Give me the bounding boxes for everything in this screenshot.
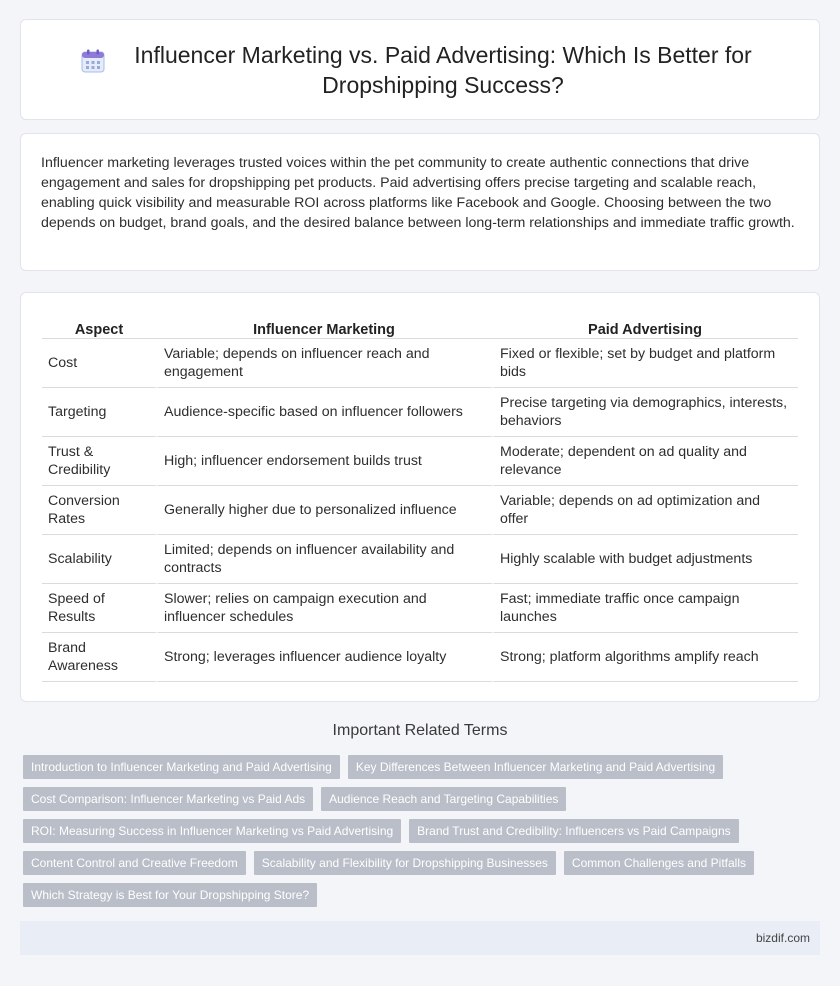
table-row: [42, 633, 798, 682]
table-cell: Cost: [42, 339, 156, 388]
table-cell: Highly scalable with budget adjustments: [492, 535, 798, 584]
comparison-table: [42, 309, 798, 682]
table-cell: Generally higher due to personalized influence: [156, 486, 492, 535]
table-cell: Precise targeting via demographics, interests, behaviors: [492, 388, 798, 437]
table-row: [42, 437, 798, 486]
related-term-link[interactable]: Brand Trust and Credibility: Influencers vs Paid Campaigns: [409, 819, 738, 843]
intro-card: [20, 133, 820, 271]
footer: [20, 921, 820, 955]
table-cell: Audience-specific based on influencer followers: [156, 388, 492, 437]
related-term-link[interactable]: Scalability and Flexibility for Dropshipping Businesses: [254, 851, 556, 875]
footer-site-name[interactable]: bizdif.com: [755, 931, 810, 945]
table-cell: Trust & Credibility: [42, 437, 156, 486]
related-term-link[interactable]: Introduction to Influencer Marketing and Paid Advertising: [23, 755, 340, 779]
column-header-influencer: Influencer Marketing: [156, 309, 492, 339]
table-cell: Speed of Results: [42, 584, 156, 633]
related-term-link[interactable]: Audience Reach and Targeting Capabilities: [321, 787, 566, 811]
table-cell: Variable; depends on ad optimization and offer: [492, 486, 798, 535]
title-card: [20, 19, 820, 120]
table-row: [42, 339, 798, 388]
table-cell: Scalability: [42, 535, 156, 584]
table-cell: Fixed or flexible; set by budget and platform bids: [492, 339, 798, 388]
comparison-table-card: [20, 292, 820, 702]
table-cell: Conversion Rates: [42, 486, 156, 535]
table-cell: High; influencer endorsement builds trust: [156, 437, 492, 486]
intro-paragraph: Influencer marketing leverages trusted voices within the pet community to create authentic connections that drive engagement and sales for dropshipping pet products. Paid advertising offers precise targeting and scalable reach, enabling quick visibility and measurable ROI across platforms like Facebook and Google. Choosing between the two depends on budget, brand goals, and the desired balance between long-term relationships and immediate traffic growth.: [41, 155, 795, 231]
related-term-link[interactable]: Cost Comparison: Influencer Marketing vs Paid Ads: [23, 787, 313, 811]
table-cell: Slower; relies on campaign execution and influencer schedules: [156, 584, 492, 633]
related-terms-heading: Important Related Terms: [332, 722, 508, 739]
table-cell: Strong; platform algorithms amplify reach: [492, 633, 798, 682]
column-header-paid: Paid Advertising: [492, 309, 798, 339]
title-wrap: [80, 40, 760, 100]
calendar-icon: [80, 48, 106, 74]
table-cell: Limited; depends on influencer availability and contracts: [156, 535, 492, 584]
table-cell: Fast; immediate traffic once campaign launches: [492, 584, 798, 633]
table-header-row: [42, 309, 798, 339]
table-cell: Targeting: [42, 388, 156, 437]
table-cell: Moderate; dependent on ad quality and relevance: [492, 437, 798, 486]
table-row: [42, 584, 798, 633]
related-term-link[interactable]: Key Differences Between Influencer Marketing and Paid Advertising: [348, 755, 723, 779]
related-term-link[interactable]: Which Strategy is Best for Your Dropshipping Store?: [23, 883, 317, 907]
table-row: [42, 486, 798, 535]
related-term-link[interactable]: ROI: Measuring Success in Influencer Marketing vs Paid Advertising: [23, 819, 401, 843]
page-title: Influencer Marketing vs. Paid Advertising: Which Is Better for Dropshipping Success?: [134, 41, 752, 98]
table-cell: Strong; leverages influencer audience loyalty: [156, 633, 492, 682]
table-cell: Brand Awareness: [42, 633, 156, 682]
column-header-aspect: Aspect: [42, 309, 156, 339]
table-row: [42, 535, 798, 584]
table-cell: Variable; depends on influencer reach and engagement: [156, 339, 492, 388]
table-row: [42, 388, 798, 437]
related-term-link[interactable]: Common Challenges and Pitfalls: [564, 851, 754, 875]
related-terms-list: [23, 755, 783, 907]
related-term-link[interactable]: Content Control and Creative Freedom: [23, 851, 246, 875]
